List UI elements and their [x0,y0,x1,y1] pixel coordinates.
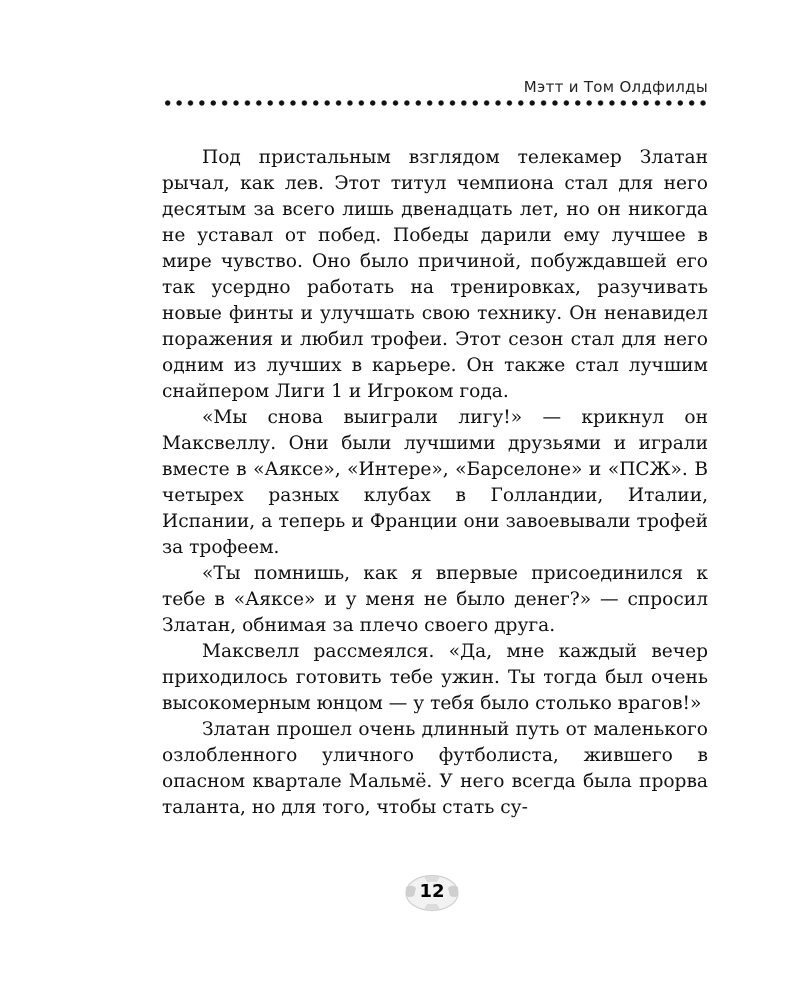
paragraph: «Мы снова выиграли лигу!» — крикнул он Максвеллу. Они были лучшими друзьями и играли вместе в «Аяксе», «Интере», «Барселоне» и «ПСЖ». В четырех разных клубах в Голландии, Италии, Испании, а теперь и Франции они завоевывали трофей за трофеем. [162,407,708,558]
paragraph: Под пристальным взглядом телекамер Златан рычал, как лев. Этот титул чемпиона стал для него десятым за всего лишь двенадцать лет, но он никогда не уставал от побед. Победы дарили ему лучшее в мире чувство. Оно было причиной, побуждавшей его так усердно работать на тренировках, разучивать новые финты и улучшать свою технику. Он ненавидел поражения и любил трофеи. Этот сезон стал для него одним из лучших в карьере. Он также стал лучшим снайпером Лиги 1 и Игроком года. [162,147,708,402]
running-header: Мэтт и Том Олдфилды [523,78,708,96]
body-text [162,145,708,821]
dotted-divider [162,98,710,108]
paragraph: Максвелл рассмеялся. «Да, мне каждый вечер приходилось готовить тебе ужин. Ты тогда был очень высокомерным юнцом — у тебя было столько врагов!» [162,641,708,714]
page-number: 12 [419,881,445,902]
paragraph: «Ты помнишь, как я впервые присоединился к тебе в «Аяксе» и у меня не было денег?» — спросил Златан, обнимая за плечо своего друга. [162,563,708,636]
page-number-badge [404,874,460,912]
paragraph: Златан прошел очень длинный путь от маленького озлобленного уличного футболиста, жившего в опасном квартале Мальмё. У него всегда была прорва таланта, но для того, чтобы стать су- [162,719,708,818]
